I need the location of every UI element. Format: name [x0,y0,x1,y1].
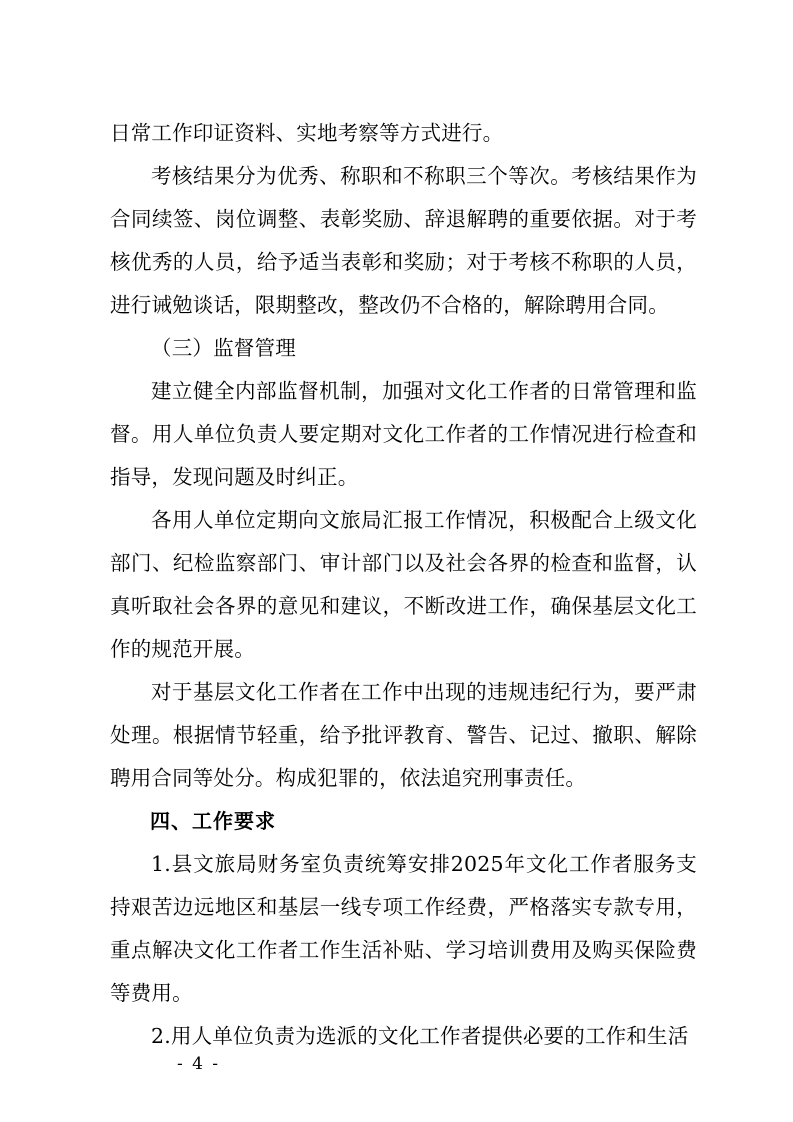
paragraph: 考核结果分为优秀、称职和不称职三个等次。考核结果作为合同续签、岗位调整、表彰奖励、辞退解聘的重要依据。对于考核优秀的人员，给予适当表彰和奖励；对于考核不称职的人员，进行诫勉谈话，限期整改，整改仍不合格的，解除聘用合同。 [110,164,697,317]
paragraph: 建立健全内部监督机制，加强对文化工作者的日常管理和监督。用人单位负责人要定期对文化工作者的工作情况进行检查和指导，发现问题及时纠正。 [110,379,697,489]
paragraph: 1.县文旅局财务室负责统筹安排2025年文化工作者服务支持艰苦边远地区和基层一线专项工作经费，严格落实专款专用，重点解决文化工作者工作生活补贴、学习培训费用及购买保险费等费用。 [110,852,697,1005]
page-number: - 4 - [176,1054,221,1074]
paragraph: 各用人单位定期向文旅局汇报工作情况，积极配合上级文化部门、纪检监察部门、审计部门以及社会各界的检查和监督，认真听取社会各界的意见和建议，不断改进工作，确保基层文化工作的规范开展。 [110,508,697,661]
paragraph: 2.用人单位负责为选派的文化工作者提供必要的工作和生活 [151,1024,689,1048]
paragraph: 对于基层文化工作者在工作中出现的违规违纪行为，要严肃处理。根据情节轻重，给予批评教育、警告、记过、撤职、解除聘用合同等处分。构成犯罪的，依法追究刑事责任。 [110,680,697,790]
subsection-heading: （三）监督管理 [151,336,296,360]
section-heading: 四、工作要求 [150,809,276,833]
paragraph: 日常工作印证资料、实地考察等方式进行。 [110,121,504,145]
page-footer [0,1054,793,1074]
document-body [110,112,697,1058]
